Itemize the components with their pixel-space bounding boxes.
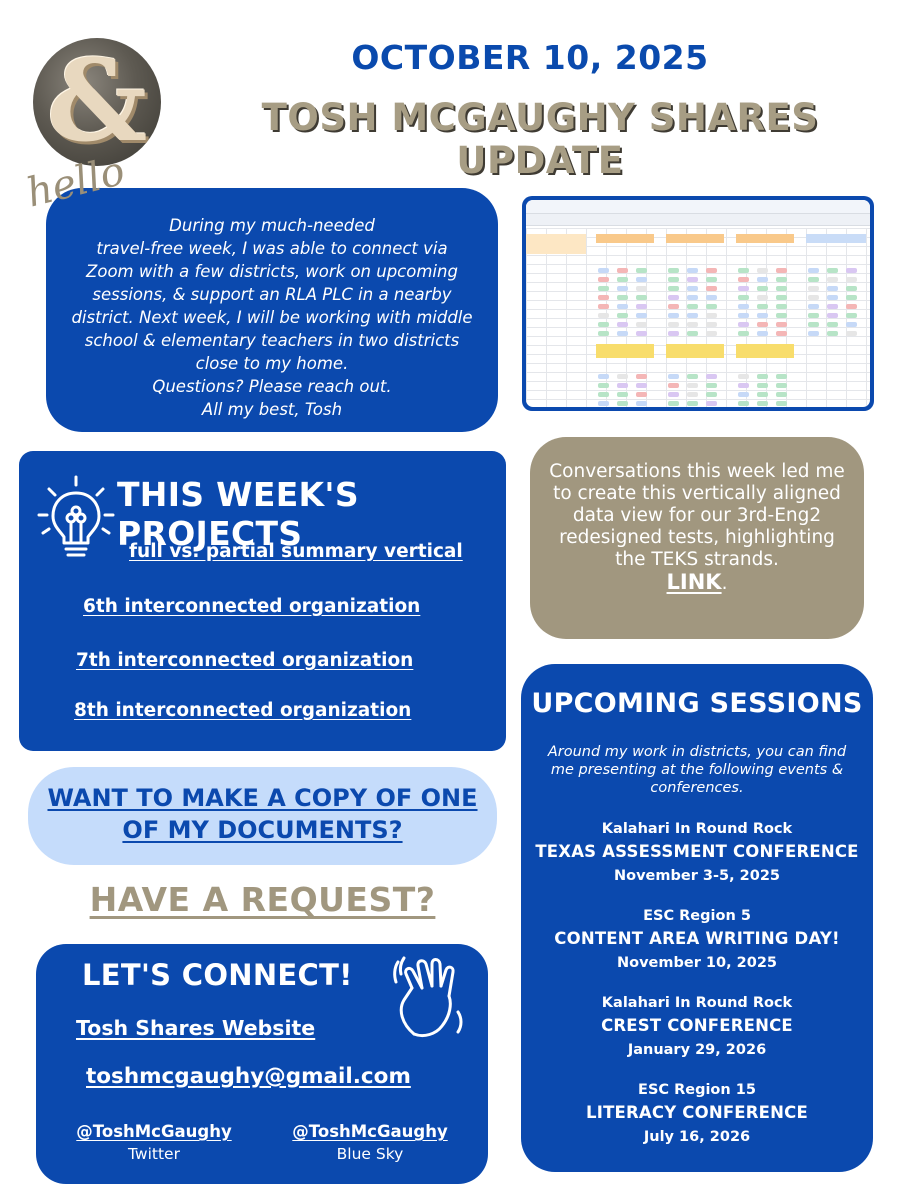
data-view-link[interactable]: LINK	[666, 570, 722, 594]
session-date: November 10, 2025	[617, 955, 777, 971]
spreadsheet-cell	[687, 313, 698, 318]
intro-line: close to my home.	[195, 354, 349, 373]
spreadsheet-cell	[757, 322, 768, 327]
session-venue: ESC Region 15	[638, 1082, 756, 1098]
spreadsheet-cell	[827, 286, 838, 291]
intro-line: Zoom with a few districts, work on upcoming	[86, 262, 458, 281]
spreadsheet-cell	[687, 331, 698, 336]
spreadsheet-cell	[757, 383, 768, 388]
spreadsheet-grid	[526, 228, 870, 407]
ampersand-logo-icon: &	[46, 38, 148, 166]
intro-line: district. Next week, I will be working with middle	[71, 308, 473, 327]
intro-line: Questions? Please reach out.	[152, 377, 392, 396]
session-date: July 16, 2026	[643, 1129, 751, 1145]
project-link-6th-organization[interactable]: 6th interconnected organization	[83, 596, 421, 617]
spreadsheet-cell	[617, 401, 628, 406]
spreadsheet-cell	[776, 383, 787, 388]
spreadsheet-cell	[757, 401, 768, 406]
spreadsheet-cell	[827, 304, 838, 309]
spreadsheet-cell	[757, 277, 768, 282]
waving-hand-icon	[392, 952, 466, 1042]
spreadsheet-cell	[706, 277, 717, 282]
spreadsheet-cell	[706, 331, 717, 336]
session-venue: ESC Region 5	[643, 908, 751, 924]
spreadsheet-cell	[846, 295, 857, 300]
bluesky-label: Blue Sky	[336, 1145, 404, 1163]
spreadsheet-cell	[846, 286, 857, 291]
spreadsheet-cell	[598, 277, 609, 282]
spreadsheet-cell	[808, 277, 819, 282]
spreadsheet-cell	[738, 304, 749, 309]
spreadsheet-cell	[636, 277, 647, 282]
sessions-title: UPCOMING SESSIONS	[531, 688, 863, 719]
spreadsheet-cells	[526, 228, 870, 407]
spreadsheet-cell	[636, 268, 647, 273]
spreadsheet-cell	[757, 331, 768, 336]
intro-signature: All my best, Tosh	[201, 400, 343, 419]
conversations-period: .	[721, 573, 728, 594]
spreadsheet-cell	[738, 401, 749, 406]
spreadsheet-cell	[668, 401, 679, 406]
spreadsheet-cell	[617, 313, 628, 318]
spreadsheet-cell	[776, 374, 787, 379]
spreadsheet-cell	[598, 268, 609, 273]
spreadsheet-cell	[668, 331, 679, 336]
intro-line: During my much-needed	[169, 216, 375, 235]
spreadsheet-cell	[776, 322, 787, 327]
conversations-body: Conversations this week led me to create this vertically aligned data view for our 3rd-Eng2 redesigned tests, highlighting the TEKS strands.	[549, 461, 845, 570]
spreadsheet-cell	[738, 331, 749, 336]
spreadsheet-cell	[827, 322, 838, 327]
session-item	[521, 819, 873, 887]
spreadsheet-cell	[757, 313, 768, 318]
spreadsheet-cell	[598, 392, 609, 397]
spreadsheet-cell	[808, 313, 819, 318]
spreadsheet-cell	[827, 277, 838, 282]
upcoming-sessions-card	[521, 664, 873, 1172]
spreadsheet-cell	[776, 295, 787, 300]
spreadsheet-cell	[808, 295, 819, 300]
spreadsheet-cell	[687, 295, 698, 300]
newsletter-date: OCTOBER 10, 2025	[351, 38, 709, 77]
spreadsheet-cell	[598, 286, 609, 291]
spreadsheet-cell	[687, 304, 698, 309]
spreadsheet-cell	[776, 304, 787, 309]
spreadsheet-cell	[776, 392, 787, 397]
spreadsheet-cell	[706, 286, 717, 291]
connect-title: LET'S CONNECT!	[82, 958, 353, 992]
spreadsheet-cell	[668, 277, 679, 282]
spreadsheet-cell	[668, 374, 679, 379]
spreadsheet-cell	[617, 392, 628, 397]
project-link-8th-organization[interactable]: 8th interconnected organization	[74, 700, 412, 721]
spreadsheet-cell	[738, 383, 749, 388]
bluesky-contact	[270, 1122, 470, 1163]
lightbulb-icon	[33, 471, 119, 563]
spreadsheet-cell	[827, 313, 838, 318]
spreadsheet-cell	[617, 383, 628, 388]
spreadsheet-cell	[598, 295, 609, 300]
twitter-label: Twitter	[128, 1145, 180, 1163]
spreadsheet-cell	[738, 374, 749, 379]
spreadsheet-cell	[738, 286, 749, 291]
session-conference: TEXAS ASSESSMENT CONFERENCE	[535, 842, 859, 861]
spreadsheet-cell	[706, 304, 717, 309]
spreadsheet-cell	[687, 374, 698, 379]
spreadsheet-cell	[808, 304, 819, 309]
spreadsheet-cell	[668, 322, 679, 327]
spreadsheet-cell	[757, 392, 768, 397]
spreadsheet-cell	[687, 392, 698, 397]
spreadsheet-cell	[846, 322, 857, 327]
projects-title: THIS WEEK'S PROJECTS	[117, 475, 359, 553]
spreadsheet-cell	[636, 295, 647, 300]
spreadsheet-cell	[776, 313, 787, 318]
spreadsheet-cell	[706, 401, 717, 406]
copy-request-banner[interactable]	[28, 767, 497, 865]
tosh-shares-website-link[interactable]: Tosh Shares Website	[76, 1016, 316, 1040]
spreadsheet-cell	[738, 268, 749, 273]
spreadsheet-cell	[668, 304, 679, 309]
spreadsheet-cell	[598, 313, 609, 318]
spreadsheet-cell	[598, 374, 609, 379]
spreadsheet-cell	[617, 268, 628, 273]
spreadsheet-cell	[827, 295, 838, 300]
spreadsheet-cell	[668, 383, 679, 388]
spreadsheet-screenshot[interactable]	[522, 196, 874, 411]
have-a-request-link[interactable]: HAVE A REQUEST?	[89, 880, 436, 919]
spreadsheet-cell	[846, 304, 857, 309]
spreadsheet-cell	[617, 322, 628, 327]
intro-line: school & elementary teachers in two districts	[84, 331, 460, 350]
spreadsheet-cell	[706, 374, 717, 379]
spreadsheet-cell	[706, 295, 717, 300]
spreadsheet-cell	[827, 268, 838, 273]
spreadsheet-cell	[757, 374, 768, 379]
page-title: TOSH MCGAUGHY SHARES UPDATE	[261, 96, 819, 182]
spreadsheet-cell	[776, 277, 787, 282]
session-venue: Kalahari In Round Rock	[601, 995, 793, 1011]
spreadsheet-cell	[617, 374, 628, 379]
spreadsheet-cell	[738, 392, 749, 397]
spreadsheet-cell	[687, 277, 698, 282]
spreadsheet-cell	[636, 286, 647, 291]
logo-badge	[33, 38, 161, 166]
spreadsheet-cell	[827, 331, 838, 336]
spreadsheet-cell	[808, 268, 819, 273]
spreadsheet-cell	[757, 268, 768, 273]
spreadsheet-cell	[598, 331, 609, 336]
spreadsheet-cell	[846, 277, 857, 282]
spreadsheet-cell	[738, 313, 749, 318]
email-link[interactable]: toshmcgaughy@gmail.com	[86, 1064, 411, 1089]
spreadsheet-cell	[668, 286, 679, 291]
spreadsheet-cell	[687, 322, 698, 327]
spreadsheet-cell	[808, 286, 819, 291]
spreadsheet-cell	[668, 392, 679, 397]
spreadsheet-cell	[706, 268, 717, 273]
spreadsheet-cell	[706, 392, 717, 397]
spreadsheet-cell	[776, 286, 787, 291]
spreadsheet-cell	[598, 322, 609, 327]
spreadsheet-cell	[668, 313, 679, 318]
spreadsheet-cell	[617, 331, 628, 336]
spreadsheet-cell	[598, 383, 609, 388]
spreadsheet-cell	[636, 401, 647, 406]
spreadsheet-cell	[617, 286, 628, 291]
intro-line: travel-free week, I was able to connect via	[96, 239, 448, 258]
spreadsheet-cell	[757, 286, 768, 291]
spreadsheet-cell	[776, 401, 787, 406]
spreadsheet-cell	[636, 392, 647, 397]
twitter-handle-link[interactable]: @ToshMcGaughy	[76, 1122, 232, 1141]
spreadsheet-cell	[706, 383, 717, 388]
spreadsheet-image	[526, 200, 870, 407]
spreadsheet-cell	[738, 322, 749, 327]
spreadsheet-cell	[668, 295, 679, 300]
spreadsheet-cell	[617, 304, 628, 309]
spreadsheet-cell	[757, 295, 768, 300]
copy-request-link[interactable]	[28, 782, 497, 846]
spreadsheet-cell	[687, 401, 698, 406]
session-item	[521, 1080, 873, 1148]
copy-request-line: WANT TO MAKE A COPY OF ONE	[47, 784, 478, 812]
copy-request-line: OF MY DOCUMENTS?	[122, 816, 403, 844]
spreadsheet-cell	[808, 322, 819, 327]
intro-message	[66, 214, 478, 421]
session-conference: CONTENT AREA WRITING DAY!	[554, 929, 840, 948]
intro-line: sessions, & support an RLA PLC in a nearby	[92, 285, 452, 304]
session-item	[521, 993, 873, 1061]
spreadsheet-menubar	[526, 200, 870, 214]
conversations-card	[530, 437, 864, 639]
connect-card	[36, 944, 488, 1184]
spreadsheet-cell	[687, 286, 698, 291]
spreadsheet-cell	[706, 322, 717, 327]
session-item	[521, 906, 873, 974]
bluesky-handle-link[interactable]: @ToshMcGaughy	[292, 1122, 448, 1141]
session-conference: CREST CONFERENCE	[601, 1016, 793, 1035]
spreadsheet-cell	[776, 331, 787, 336]
spreadsheet-cell	[846, 331, 857, 336]
spreadsheet-cell	[776, 268, 787, 273]
spreadsheet-cell	[738, 295, 749, 300]
spreadsheet-cell	[617, 277, 628, 282]
spreadsheet-cell	[808, 331, 819, 336]
spreadsheet-cell	[846, 268, 857, 273]
session-conference: LITERACY CONFERENCE	[586, 1103, 808, 1122]
spreadsheet-cell	[636, 304, 647, 309]
spreadsheet-cell	[738, 277, 749, 282]
spreadsheet-cell	[636, 313, 647, 318]
spreadsheet-cell	[598, 304, 609, 309]
spreadsheet-cell	[687, 268, 698, 273]
spreadsheet-cell	[636, 331, 647, 336]
spreadsheet-toolbar	[526, 214, 870, 226]
projects-card	[19, 451, 506, 751]
project-link-7th-organization[interactable]: 7th interconnected organization	[76, 650, 414, 671]
spreadsheet-cell	[636, 374, 647, 379]
spreadsheet-cell	[617, 295, 628, 300]
intro-card	[46, 188, 498, 432]
hello-script-text: hello	[22, 148, 130, 217]
spreadsheet-cell	[636, 322, 647, 327]
spreadsheet-cell	[846, 313, 857, 318]
spreadsheet-cell	[636, 383, 647, 388]
twitter-contact	[54, 1122, 254, 1163]
spreadsheet-cell	[706, 313, 717, 318]
spreadsheet-cell	[668, 268, 679, 273]
spreadsheet-cell	[757, 304, 768, 309]
session-date: November 3-5, 2025	[613, 868, 780, 884]
session-date: January 29, 2026	[627, 1042, 767, 1058]
project-link-full-vs-partial-summary[interactable]: full vs. partial summary vertical	[129, 541, 463, 562]
conversations-text	[544, 461, 850, 595]
sessions-intro: Around my work in districts, you can find me presenting at the following events & conferences.	[547, 744, 847, 796]
session-venue: Kalahari In Round Rock	[601, 821, 793, 837]
spreadsheet-cell	[687, 383, 698, 388]
spreadsheet-cell	[598, 401, 609, 406]
